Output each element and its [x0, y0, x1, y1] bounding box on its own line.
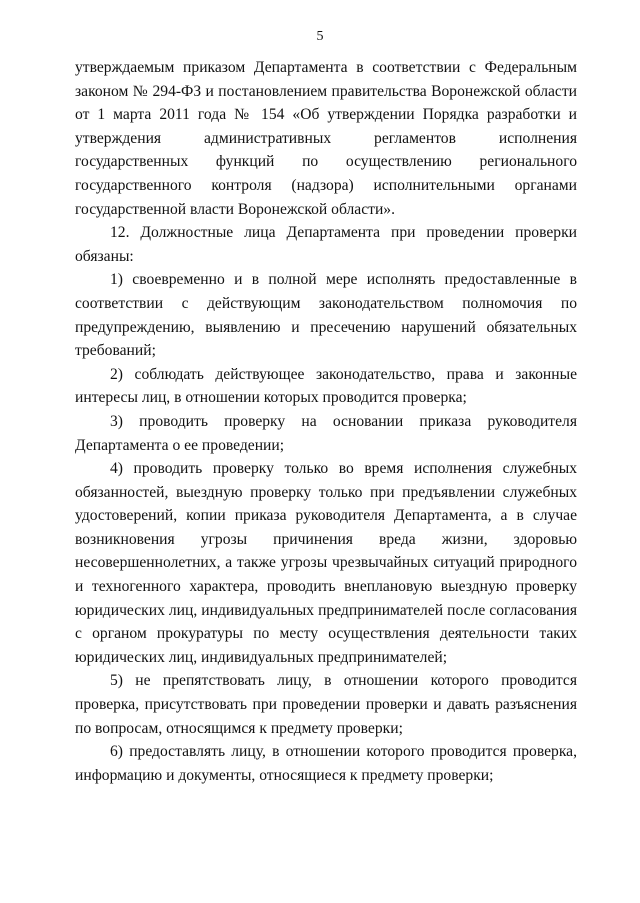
paragraph-item-3: 3) проводить проверку на основании приказа руководителя Департамента о ее проведении; [75, 412, 577, 454]
paragraph-item-4: 4) проводить проверку только во время исполнения служебных обязанностей, выездную проверку только при предъявлении служебных удостоверений, копии приказа руководителя Департамента, а в случае возникновения угрозы причинения вреда жизни, здоровью несовершеннолетних, а также угрозы чрезвычайных ситуаций природного и техногенного характера, проводить внеплановую выездную проверку юридических лиц, индивидуальных предпринимателей после согласования с органом прокуратуры по месту осуществления деятельности таких юридических лиц, индивидуальных предпринимателей; [75, 460, 577, 666]
paragraph-item-1: 1) своевременно и в полной мере исполнять предоставленные в соответствии с действующим законодательством полномочия по предупреждению, выявлению и пресечению нарушений обязательных требований; [75, 271, 577, 360]
paragraph-item-2: 2) соблюдать действующее законодательство, права и законные интересы лиц, в отношении которых проводится проверка; [75, 365, 577, 407]
paragraph-continuation: утверждаемым приказом Департамента в соответствии с Федеральным законом № 294-ФЗ и постановлением правительства Воронежской области от 1 марта 2011 года № 154 «Об утверждении Порядка разработки и утверждения административных регламентов исполнения государственных функций по осуществлению регионального государственного контроля (надзора) исполнительными органами государственной власти Воронежской области». [75, 59, 577, 218]
paragraph-clause-12: 12. Должностные лица Департамента при проведении проверки обязаны: [75, 224, 577, 265]
paragraph-item-5: 5) не препятствовать лицу, в отношении которого проводится проверка, присутствовать при проведении проверки и давать разъяснения по вопросам, относящимся к предмету проверки; [75, 672, 577, 737]
page-number: 5 [316, 29, 324, 44]
document-body [75, 56, 577, 787]
paragraph-item-6: 6) предоставлять лицу, в отношении которого проводится проверка, информацию и документы, относящиеся к предмету проверки; [75, 743, 577, 784]
